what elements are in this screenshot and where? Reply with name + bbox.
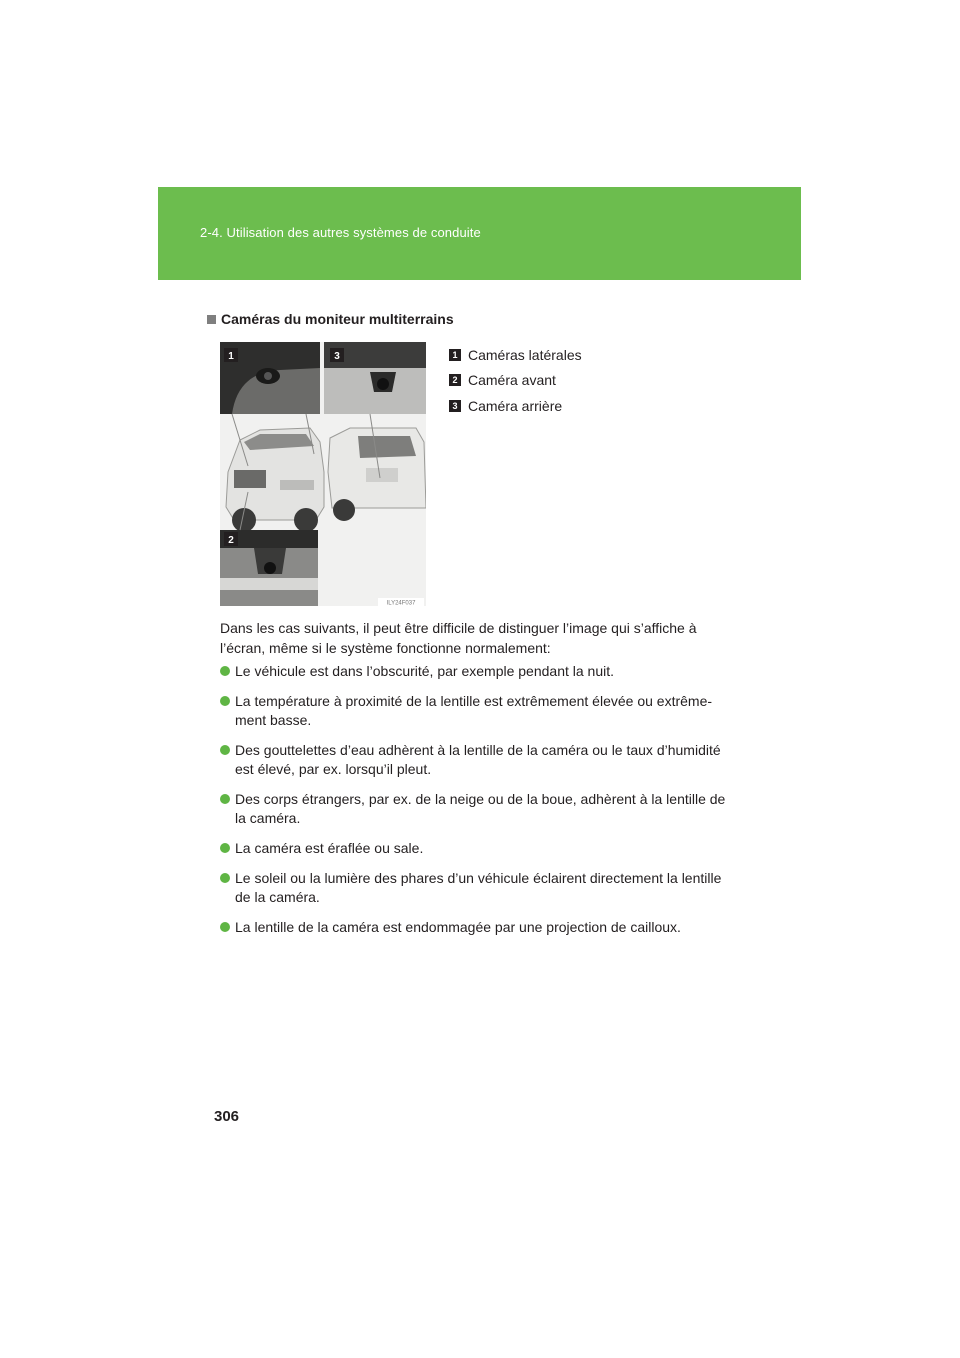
figure-code: ILY24F037 (386, 600, 416, 606)
callout-label-1: 1 (228, 351, 234, 362)
callout-label-3: 3 (334, 351, 340, 362)
list-item-text: Des gouttelettes d’eau adhèrent à la lentille de la caméra ou le taux d’humidité est élevé, par ex. lorsqu’il pleut. (235, 742, 721, 777)
legend-item (449, 393, 582, 419)
list-item (220, 918, 740, 937)
section-heading (207, 311, 454, 327)
number-badge: 2 (449, 374, 461, 386)
green-dot-icon (220, 666, 230, 676)
list-item-text: La caméra est éraflée ou sale. (235, 840, 424, 856)
legend-label: Caméra avant (468, 372, 556, 389)
list-item (220, 662, 740, 681)
vehicle-rear-illustration (328, 428, 426, 521)
list-item (220, 741, 740, 779)
intro-paragraph: Dans les cas suivants, il peut être difficile de distinguer l’image qui s’affiche à l’écran, même si le système fonctionne normalement: (220, 620, 697, 656)
green-dot-icon (220, 922, 230, 932)
green-dot-icon (220, 873, 230, 883)
page-number: 306 (214, 1108, 240, 1125)
list-item-text: Le véhicule est dans l’obscurité, par exemple pendant la nuit. (235, 663, 615, 679)
green-dot-icon (220, 745, 230, 755)
legend-label: Caméras latérales (468, 346, 582, 363)
green-dot-icon (220, 843, 230, 853)
list-item-text: La lentille de la caméra est endommagée par une projection de cailloux. (235, 919, 681, 935)
gray-square-icon (207, 315, 216, 324)
chapter-header-band (158, 187, 801, 280)
camera-location-figure (220, 342, 426, 606)
list-item-text: Le soleil ou la lumière des phares d’un véhicule éclairent directement la lentille de la caméra. (235, 870, 722, 905)
camera-legend (449, 342, 582, 419)
section-heading-text: Caméras du moniteur multiterrains (221, 311, 454, 327)
list-item (220, 692, 740, 730)
number-badge: 1 (449, 349, 461, 361)
list-item (220, 790, 740, 828)
green-dot-icon (220, 794, 230, 804)
legend-label: Caméra arrière (468, 397, 563, 414)
list-item (220, 839, 740, 858)
list-item-text: Des corps étrangers, par ex. de la neige ou de la boue, adhèrent à la lentille de la caméra. (235, 791, 726, 826)
list-item-text: La température à proximité de la lentille est extrêmement élevée ou extrême-ment basse. (235, 693, 713, 728)
legend-item (449, 342, 582, 368)
conditions-list (220, 662, 740, 948)
list-item (220, 869, 740, 907)
callout-label-2: 2 (228, 535, 234, 546)
legend-item (449, 368, 582, 394)
green-dot-icon (220, 696, 230, 706)
chapter-title: 2-4. Utilisation des autres systèmes de conduite (200, 225, 481, 240)
vehicle-illustration (220, 342, 426, 606)
number-badge: 3 (449, 400, 461, 412)
